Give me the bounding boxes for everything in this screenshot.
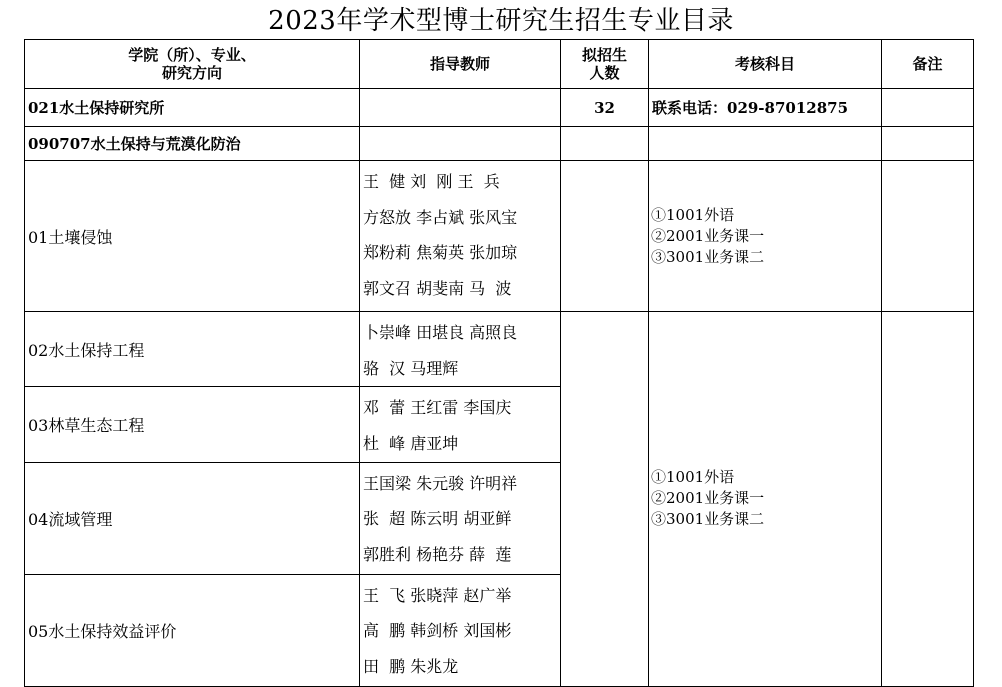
direction-quota-empty (561, 312, 649, 687)
advisor-line: 王 健 刘 刚 王 兵 (363, 172, 500, 191)
advisor-line: 邓 蕾 王红雷 李国庆 (363, 398, 512, 418)
direction-row (25, 161, 974, 312)
header-row (25, 40, 974, 89)
major-remarks-empty (882, 127, 974, 161)
direction-name: 04流域管理 (25, 462, 360, 574)
institute-quota: 32 (561, 89, 649, 127)
advisor-line: 张 超 陈云明 胡亚鲜 (363, 509, 512, 529)
institute-row (25, 89, 974, 127)
major-advisors-empty (360, 127, 561, 161)
institute-contact: 联系电话：029-87012875 (649, 89, 882, 127)
header-department-line1: 学院（所）、专业、 (128, 46, 256, 64)
exam-subject: ②2001业务课一 (651, 226, 765, 245)
direction-name: 05水土保持效益评价 (25, 574, 360, 686)
advisor-line: 王国梁 朱元骏 许明祥 (363, 473, 518, 493)
institute-name: 021水土保持研究所 (25, 89, 360, 127)
advisor-line: 郭文召 胡斐南 马 波 (363, 279, 512, 299)
exam-subject: ①1001外语 (651, 205, 735, 224)
advisor-line: 田 鹏 朱兆龙 (363, 657, 459, 677)
header-remarks: 备注 (882, 40, 974, 89)
advisor-line: 杜 峰 唐亚坤 (363, 434, 459, 454)
catalog-table (24, 39, 974, 687)
major-name: 090707水土保持与荒漠化防治 (25, 127, 360, 161)
exam-subject: ③3001业务课二 (651, 247, 765, 266)
advisor-list (360, 161, 561, 312)
exam-subjects-group-1 (649, 161, 882, 312)
direction-remarks-empty (882, 161, 974, 312)
header-department-line2: 研究方向 (161, 64, 222, 82)
page-title: 2023年学术型博士研究生招生专业目录 (268, 6, 734, 36)
advisor-list (360, 574, 561, 686)
advisor-line: 郭胜利 杨艳芬 薛 莲 (363, 545, 512, 565)
advisor-list (360, 462, 561, 574)
advisor-line: 骆 汉 马理辉 (363, 358, 459, 378)
major-exam-empty (649, 127, 882, 161)
header-exam-subjects: 考核科目 (649, 40, 882, 89)
direction-name: 02水土保持工程 (25, 312, 360, 387)
direction-name: 01土壤侵蚀 (25, 161, 360, 312)
advisor-list (360, 387, 561, 462)
header-quota-line2: 人数 (589, 64, 620, 82)
header-quota (561, 40, 649, 89)
advisor-list (360, 312, 561, 387)
advisor-line: 卜崇峰 田堪良 高照良 (363, 323, 518, 342)
major-quota-empty (561, 127, 649, 161)
exam-subject: ②2001业务课一 (651, 489, 765, 508)
exam-subject: ①1001外语 (651, 468, 735, 487)
advisor-line: 高 鹏 韩剑桥 刘国彬 (363, 621, 512, 641)
advisor-line: 郑粉莉 焦菊英 张加琼 (363, 243, 518, 263)
header-department (25, 40, 360, 89)
institute-remarks-empty (882, 89, 974, 127)
advisor-line: 方怒放 李占斌 张风宝 (363, 207, 518, 227)
institute-advisors-empty (360, 89, 561, 127)
direction-remarks-empty (882, 312, 974, 687)
direction-row (25, 312, 974, 387)
advisor-line: 王 飞 张晓萍 赵广举 (363, 585, 512, 605)
exam-subjects-group-2 (649, 312, 882, 687)
direction-quota-empty (561, 161, 649, 312)
exam-subject: ③3001业务课二 (651, 510, 765, 529)
major-row (25, 127, 974, 161)
header-advisors: 指导教师 (360, 40, 561, 89)
header-quota-line1: 拟招生 (581, 46, 627, 64)
direction-name: 03林草生态工程 (25, 387, 360, 462)
